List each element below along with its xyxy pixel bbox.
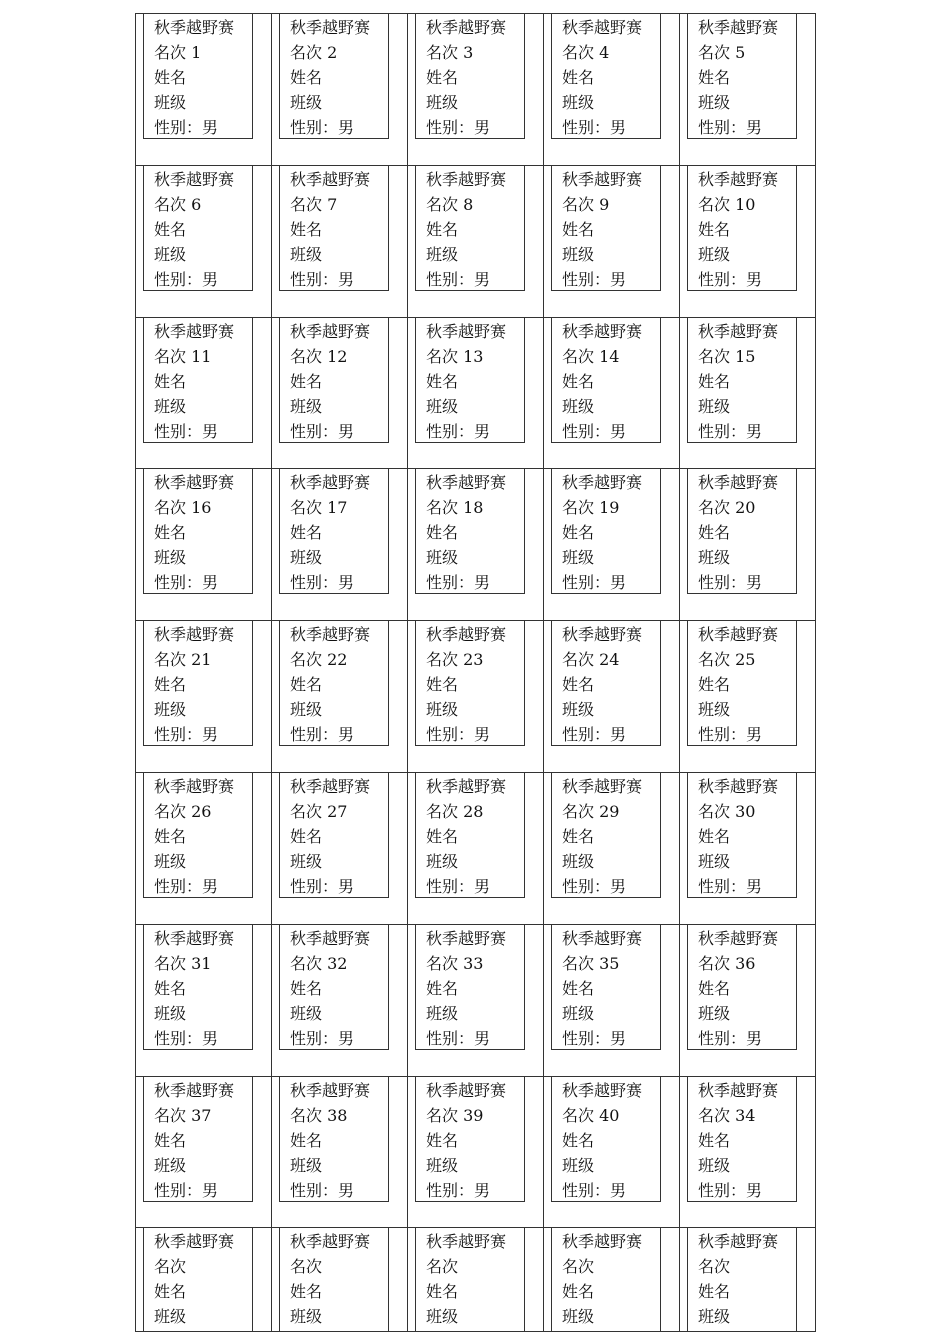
label-card (551, 772, 661, 898)
card-title: 秋季越野赛 (698, 322, 779, 341)
label-card (415, 772, 525, 898)
card-name-field: 姓名 (154, 372, 187, 391)
label-card (551, 13, 661, 139)
card-name-field: 姓名 (698, 1282, 731, 1301)
card-title: 秋季越野赛 (698, 777, 779, 796)
card-class-field: 班级 (426, 397, 459, 416)
card-gender: 性别：男 (562, 725, 627, 744)
card-title: 秋季越野赛 (562, 1081, 643, 1100)
label-card (687, 317, 797, 443)
card-name-field: 姓名 (562, 675, 595, 694)
card-rank: 名次 12 (290, 347, 348, 366)
card-rank: 名次 4 (562, 43, 610, 62)
card-title: 秋季越野赛 (698, 18, 779, 37)
card-title: 秋季越野赛 (290, 929, 371, 948)
card-gender: 性别：男 (154, 1029, 219, 1048)
label-card (279, 13, 389, 139)
card-rank: 名次 2 (290, 43, 338, 62)
label-card (551, 620, 661, 746)
card-rank: 名次 1 (154, 43, 202, 62)
card-name-field: 姓名 (426, 220, 459, 239)
card-rank: 名次 40 (562, 1106, 620, 1125)
card-rank: 名次 23 (426, 650, 484, 669)
card-title: 秋季越野赛 (154, 18, 235, 37)
card-name-field: 姓名 (154, 68, 187, 87)
card-name-field: 姓名 (698, 523, 731, 542)
card-name-field: 姓名 (562, 372, 595, 391)
label-card (143, 165, 253, 291)
card-title: 秋季越野赛 (154, 322, 235, 341)
card-gender: 性别：男 (562, 573, 627, 592)
card-name-field: 姓名 (290, 1131, 323, 1150)
card-title: 秋季越野赛 (154, 777, 235, 796)
label-card (551, 317, 661, 443)
card-class-field: 班级 (562, 245, 595, 264)
card-rank: 名次 (426, 1257, 459, 1276)
card-rank: 名次 (698, 1257, 731, 1276)
card-title: 秋季越野赛 (290, 170, 371, 189)
card-gender: 性别：男 (562, 422, 627, 441)
label-card (279, 317, 389, 443)
card-class-field: 班级 (426, 852, 459, 871)
card-title: 秋季越野赛 (290, 1232, 371, 1251)
card-name-field: 姓名 (698, 827, 731, 846)
label-card (143, 772, 253, 898)
card-class-field: 班级 (154, 93, 187, 112)
card-title: 秋季越野赛 (290, 777, 371, 796)
label-card (687, 772, 797, 898)
card-rank: 名次 31 (154, 954, 212, 973)
card-class-field: 班级 (698, 245, 731, 264)
card-gender: 性别：男 (698, 573, 763, 592)
card-name-field: 姓名 (426, 675, 459, 694)
label-card (279, 772, 389, 898)
card-class-field: 班级 (426, 1307, 459, 1326)
card-title: 秋季越野赛 (698, 473, 779, 492)
label-card (143, 924, 253, 1050)
label-card (143, 468, 253, 594)
card-gender: 性别：男 (426, 573, 491, 592)
card-title: 秋季越野赛 (698, 625, 779, 644)
card-rank: 名次 25 (698, 650, 756, 669)
table-row-rule (135, 13, 816, 14)
card-rank: 名次 38 (290, 1106, 348, 1125)
card-class-field: 班级 (698, 1156, 731, 1175)
card-gender: 性别：男 (290, 573, 355, 592)
card-rank: 名次 35 (562, 954, 620, 973)
card-rank: 名次 26 (154, 802, 212, 821)
card-rank: 名次 (154, 1257, 187, 1276)
card-rank: 名次 33 (426, 954, 484, 973)
card-name-field: 姓名 (426, 979, 459, 998)
card-rank: 名次 20 (698, 498, 756, 517)
card-gender: 性别：男 (426, 877, 491, 896)
card-gender: 性别：男 (426, 725, 491, 744)
card-gender: 性别：男 (154, 270, 219, 289)
card-name-field: 姓名 (698, 979, 731, 998)
card-class-field: 班级 (154, 1307, 187, 1326)
card-title: 秋季越野赛 (562, 929, 643, 948)
card-gender: 性别：男 (426, 118, 491, 137)
label-card (415, 924, 525, 1050)
card-rank: 名次 36 (698, 954, 756, 973)
card-gender: 性别：男 (698, 877, 763, 896)
card-gender: 性别：男 (698, 422, 763, 441)
card-class-field: 班级 (562, 1307, 595, 1326)
label-card (687, 620, 797, 746)
card-class-field: 班级 (426, 1156, 459, 1175)
label-card (415, 468, 525, 594)
card-class-field: 班级 (698, 93, 731, 112)
label-card (143, 317, 253, 443)
card-title: 秋季越野赛 (562, 170, 643, 189)
card-gender: 性别：男 (290, 270, 355, 289)
card-name-field: 姓名 (562, 1282, 595, 1301)
card-name-field: 姓名 (698, 68, 731, 87)
card-gender: 性别：男 (426, 270, 491, 289)
card-gender: 性别：男 (426, 1181, 491, 1200)
card-name-field: 姓名 (562, 68, 595, 87)
card-gender: 性别：男 (698, 1029, 763, 1048)
card-rank: 名次 28 (426, 802, 484, 821)
label-card (415, 165, 525, 291)
card-title: 秋季越野赛 (426, 1081, 507, 1100)
card-gender: 性别：男 (562, 1181, 627, 1200)
card-rank: 名次 11 (154, 347, 212, 366)
card-title: 秋季越野赛 (562, 1232, 643, 1251)
card-title: 秋季越野赛 (154, 929, 235, 948)
card-class-field: 班级 (154, 1004, 187, 1023)
card-class-field: 班级 (426, 548, 459, 567)
card-name-field: 姓名 (290, 523, 323, 542)
card-title: 秋季越野赛 (154, 1081, 235, 1100)
card-title: 秋季越野赛 (698, 929, 779, 948)
card-name-field: 姓名 (698, 372, 731, 391)
card-class-field: 班级 (698, 700, 731, 719)
card-name-field: 姓名 (698, 675, 731, 694)
label-card (415, 1227, 525, 1331)
card-rank: 名次 34 (698, 1106, 756, 1125)
card-class-field: 班级 (290, 852, 323, 871)
card-title: 秋季越野赛 (154, 625, 235, 644)
card-class-field: 班级 (562, 548, 595, 567)
card-gender: 性别：男 (562, 118, 627, 137)
card-title: 秋季越野赛 (698, 1232, 779, 1251)
card-name-field: 姓名 (426, 827, 459, 846)
card-class-field: 班级 (290, 1004, 323, 1023)
card-title: 秋季越野赛 (698, 170, 779, 189)
card-gender: 性别：男 (290, 1029, 355, 1048)
card-name-field: 姓名 (426, 68, 459, 87)
table-row-rule (135, 1076, 816, 1077)
card-class-field: 班级 (154, 700, 187, 719)
table-row-rule (135, 772, 816, 773)
card-name-field: 姓名 (154, 523, 187, 542)
card-class-field: 班级 (698, 397, 731, 416)
label-card (551, 924, 661, 1050)
card-gender: 性别：男 (698, 725, 763, 744)
card-rank: 名次 14 (562, 347, 620, 366)
card-class-field: 班级 (562, 1004, 595, 1023)
card-name-field: 姓名 (290, 220, 323, 239)
card-class-field: 班级 (290, 700, 323, 719)
card-title: 秋季越野赛 (154, 473, 235, 492)
label-card (279, 620, 389, 746)
card-class-field: 班级 (698, 1004, 731, 1023)
label-card (687, 13, 797, 139)
card-gender: 性别：男 (698, 118, 763, 137)
label-card (279, 1076, 389, 1202)
card-gender: 性别：男 (562, 1029, 627, 1048)
label-card (687, 1227, 797, 1331)
card-class-field: 班级 (562, 852, 595, 871)
card-class-field: 班级 (154, 852, 187, 871)
card-class-field: 班级 (154, 245, 187, 264)
card-rank: 名次 15 (698, 347, 756, 366)
card-gender: 性别：男 (290, 725, 355, 744)
card-rank: 名次 29 (562, 802, 620, 821)
card-class-field: 班级 (290, 397, 323, 416)
table-row-rule (135, 317, 816, 318)
card-gender: 性别：男 (290, 118, 355, 137)
card-class-field: 班级 (562, 700, 595, 719)
card-rank: 名次 39 (426, 1106, 484, 1125)
card-name-field: 姓名 (154, 1131, 187, 1150)
card-title: 秋季越野赛 (290, 473, 371, 492)
card-title: 秋季越野赛 (426, 322, 507, 341)
card-gender: 性别：男 (426, 422, 491, 441)
card-rank: 名次 21 (154, 650, 212, 669)
card-name-field: 姓名 (290, 372, 323, 391)
label-card (415, 1076, 525, 1202)
card-gender: 性别：男 (154, 1181, 219, 1200)
card-rank: 名次 9 (562, 195, 610, 214)
label-card (143, 620, 253, 746)
label-card (279, 1227, 389, 1331)
card-title: 秋季越野赛 (154, 1232, 235, 1251)
card-rank: 名次 18 (426, 498, 484, 517)
card-class-field: 班级 (290, 1307, 323, 1326)
card-title: 秋季越野赛 (426, 18, 507, 37)
card-title: 秋季越野赛 (290, 1081, 371, 1100)
card-gender: 性别：男 (290, 877, 355, 896)
card-class-field: 班级 (154, 1156, 187, 1175)
card-title: 秋季越野赛 (562, 322, 643, 341)
card-name-field: 姓名 (154, 220, 187, 239)
card-name-field: 姓名 (426, 523, 459, 542)
card-title: 秋季越野赛 (562, 625, 643, 644)
label-card (687, 468, 797, 594)
card-gender: 性别：男 (154, 725, 219, 744)
table-row-rule (135, 165, 816, 166)
label-card (551, 165, 661, 291)
card-name-field: 姓名 (426, 372, 459, 391)
card-title: 秋季越野赛 (426, 625, 507, 644)
card-name-field: 姓名 (154, 675, 187, 694)
card-title: 秋季越野赛 (154, 170, 235, 189)
card-title: 秋季越野赛 (426, 473, 507, 492)
card-gender: 性别：男 (562, 270, 627, 289)
card-class-field: 班级 (290, 93, 323, 112)
card-gender: 性别：男 (154, 573, 219, 592)
card-name-field: 姓名 (154, 979, 187, 998)
card-rank: 名次 30 (698, 802, 756, 821)
card-title: 秋季越野赛 (426, 1232, 507, 1251)
card-rank: 名次 10 (698, 195, 756, 214)
card-gender: 性别：男 (698, 270, 763, 289)
table-row-rule (135, 620, 816, 621)
card-rank: 名次 32 (290, 954, 348, 973)
card-name-field: 姓名 (290, 979, 323, 998)
card-name-field: 姓名 (426, 1282, 459, 1301)
label-card (279, 924, 389, 1050)
card-class-field: 班级 (562, 93, 595, 112)
label-card (415, 620, 525, 746)
card-title: 秋季越野赛 (290, 18, 371, 37)
card-name-field: 姓名 (154, 827, 187, 846)
card-rank: 名次 13 (426, 347, 484, 366)
card-class-field: 班级 (290, 548, 323, 567)
card-class-field: 班级 (426, 1004, 459, 1023)
table-column-rule (679, 13, 680, 1331)
label-card (551, 1227, 661, 1331)
table-column-rule (543, 13, 544, 1331)
table-row-rule (135, 924, 816, 925)
card-name-field: 姓名 (562, 827, 595, 846)
card-gender: 性别：男 (562, 877, 627, 896)
card-class-field: 班级 (154, 548, 187, 567)
card-rank: 名次 8 (426, 195, 474, 214)
card-gender: 性别：男 (290, 1181, 355, 1200)
card-class-field: 班级 (698, 548, 731, 567)
card-class-field: 班级 (426, 245, 459, 264)
label-card (551, 468, 661, 594)
table-column-rule (271, 13, 272, 1331)
card-rank: 名次 16 (154, 498, 212, 517)
label-card (687, 1076, 797, 1202)
card-name-field: 姓名 (290, 827, 323, 846)
card-title: 秋季越野赛 (426, 777, 507, 796)
card-rank: 名次 19 (562, 498, 620, 517)
label-card (551, 1076, 661, 1202)
card-name-field: 姓名 (562, 1131, 595, 1150)
card-gender: 性别：男 (154, 118, 219, 137)
label-card (687, 165, 797, 291)
card-name-field: 姓名 (562, 979, 595, 998)
card-rank: 名次 6 (154, 195, 202, 214)
card-rank: 名次 (562, 1257, 595, 1276)
card-title: 秋季越野赛 (426, 929, 507, 948)
card-name-field: 姓名 (154, 1282, 187, 1301)
card-rank: 名次 3 (426, 43, 474, 62)
card-name-field: 姓名 (426, 1131, 459, 1150)
card-title: 秋季越野赛 (426, 170, 507, 189)
table-column-rule (815, 13, 816, 1331)
card-title: 秋季越野赛 (562, 18, 643, 37)
card-title: 秋季越野赛 (698, 1081, 779, 1100)
card-gender: 性别：男 (154, 877, 219, 896)
card-class-field: 班级 (290, 1156, 323, 1175)
label-card (143, 1227, 253, 1331)
card-name-field: 姓名 (562, 220, 595, 239)
card-name-field: 姓名 (698, 220, 731, 239)
card-name-field: 姓名 (290, 675, 323, 694)
card-rank: 名次 27 (290, 802, 348, 821)
card-rank: 名次 7 (290, 195, 338, 214)
card-class-field: 班级 (562, 1156, 595, 1175)
card-class-field: 班级 (562, 397, 595, 416)
card-class-field: 班级 (698, 1307, 731, 1326)
card-class-field: 班级 (426, 93, 459, 112)
card-rank: 名次 (290, 1257, 323, 1276)
card-gender: 性别：男 (290, 422, 355, 441)
card-name-field: 姓名 (562, 523, 595, 542)
label-card (279, 165, 389, 291)
card-name-field: 姓名 (698, 1131, 731, 1150)
card-gender: 性别：男 (154, 422, 219, 441)
card-class-field: 班级 (290, 245, 323, 264)
label-card (415, 13, 525, 139)
card-title: 秋季越野赛 (290, 625, 371, 644)
card-rank: 名次 22 (290, 650, 348, 669)
label-card (143, 13, 253, 139)
card-rank: 名次 17 (290, 498, 348, 517)
table-row-rule (135, 1331, 816, 1332)
card-gender: 性别：男 (426, 1029, 491, 1048)
label-card (415, 317, 525, 443)
card-name-field: 姓名 (290, 1282, 323, 1301)
card-name-field: 姓名 (290, 68, 323, 87)
table-row-rule (135, 1227, 816, 1228)
card-class-field: 班级 (154, 397, 187, 416)
card-title: 秋季越野赛 (562, 777, 643, 796)
card-title: 秋季越野赛 (290, 322, 371, 341)
card-rank: 名次 37 (154, 1106, 212, 1125)
card-rank: 名次 24 (562, 650, 620, 669)
table-column-rule (407, 13, 408, 1331)
label-card (143, 1076, 253, 1202)
card-class-field: 班级 (426, 700, 459, 719)
card-class-field: 班级 (698, 852, 731, 871)
card-gender: 性别：男 (698, 1181, 763, 1200)
label-card (687, 924, 797, 1050)
card-title: 秋季越野赛 (562, 473, 643, 492)
table-row-rule (135, 468, 816, 469)
table-column-rule (135, 13, 136, 1331)
card-rank: 名次 5 (698, 43, 746, 62)
label-card (279, 468, 389, 594)
